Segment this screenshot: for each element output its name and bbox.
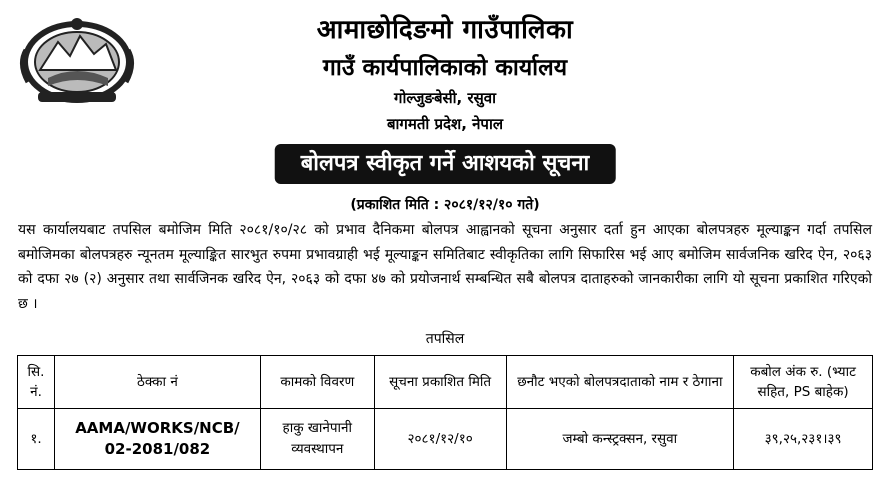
table-header-row xyxy=(18,356,873,409)
published-date: (प्रकाशित मिति : २०८१/१२/१० गते) xyxy=(350,197,540,213)
cell-amount: ३९,२५,२३१।३९ xyxy=(734,409,873,470)
header-amount: कबोल अंक रु. (भ्याट सहित, PS बाहेक) xyxy=(734,356,873,409)
cell-work xyxy=(260,409,374,470)
header-date: सूचना प्रकाशित मिति xyxy=(374,356,506,409)
table-row xyxy=(18,409,873,470)
notice-body: यस कार्यालयबाट तपसिल बमोजिम मिति २०८१/१०/२८ को प्रभाव दैनिकमा बोलपत्र आह्वानको सूचना अनुसार दर्ता हुन आएका बोलपत्रहरु मूल्याङ्कन गर्दा तपसिल बमोजिमका बोलपत्रहरु न्यूनतम मूल्याङ्कित सारभुत रुपमा प्रभावग्राही भई मूल्याङ्कन समितिबाट स्वीकृतिका लागि सिफारिस भई आए बमोजिम सार्वजनिक खरिद ऐन, २०६३ को दफा २७ (२) अनुसार तथा सार्वजिनक खरिद ऐन, २०६३ को दफा ४७ को प्रयोजनार्थ सम्बन्धित सबै बोलपत्र दाताहरुको जानकारीका लागि यो सूचना प्रकाशित गरिएको छ । xyxy=(18,222,872,312)
cell-contract xyxy=(54,409,260,470)
header-sn: सि. नं. xyxy=(18,356,55,409)
header-contract: ठेक्का नं xyxy=(54,356,260,409)
header-bidder: छनौट भएको बोलपत्रदाताको नाम र ठेगाना xyxy=(506,356,734,409)
cell-contract-line2: 02-2081/082 xyxy=(104,440,211,458)
header-work: कामको विवरण xyxy=(260,356,374,409)
schedule-label: तपसिल xyxy=(425,331,465,347)
cell-work-line1: हाकु खानेपानी xyxy=(282,420,353,436)
cell-contract-line1: AAMA/WORKS/NCB/ xyxy=(75,419,240,437)
bid-table xyxy=(17,355,873,470)
cell-date: २०८१/१२/१० xyxy=(374,409,506,470)
province-country: बागमती प्रदेश, नेपाल xyxy=(386,115,504,133)
cell-bidder: जम्बो कन्स्ट्रक्सन, रसुवा xyxy=(506,409,734,470)
cell-work-line2: व्यवस्थापन xyxy=(291,441,344,457)
cell-sn: १. xyxy=(18,409,55,470)
office-location: गोल्जुङबेसी, रसुवा xyxy=(394,89,496,107)
office-name: गाउँ कार्यपालिकाको कार्यालय xyxy=(322,55,568,81)
notice-title: बोलपत्र स्वीकृत गर्ने आशयको सूचना xyxy=(275,144,616,184)
municipality-name: आमाछोदिङमो गाउँपालिका xyxy=(316,15,574,45)
